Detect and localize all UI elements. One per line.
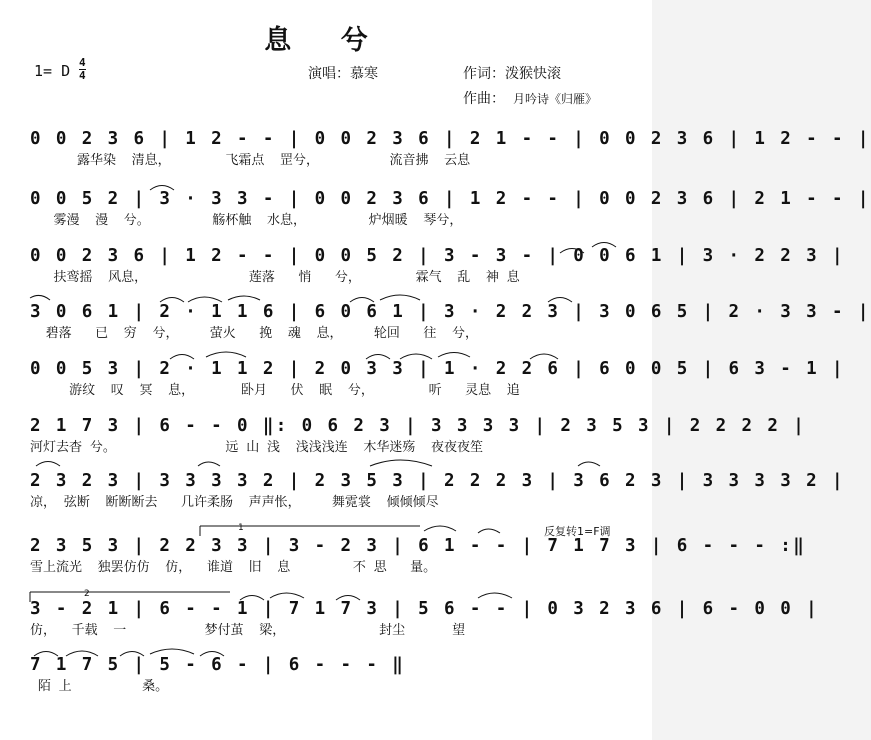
notation-line: 2 3 5 3 | 2 2 3 3 | 3 - 2 3 | 6 1 - - | 7 1 7 3 | 6 - - - :‖ (30, 536, 807, 556)
slur (370, 460, 432, 466)
lyric-line: 碧落 已 穷 兮， 萤火 挽 魂 息， 轮回 往 兮， (30, 326, 478, 341)
notation-line: 0 0 5 2 | 3 · 3 3 - | 0 0 2 3 6 | 1 2 - - | 0 0 2 3 6 | 2 1 - - | (30, 189, 871, 209)
notation-line: 0 0 2 3 6 | 1 2 - - | 0 0 5 2 | 3 - 3 - | 0 0 6 1 | 3 · 2 2 3 | (30, 246, 845, 266)
slur (438, 353, 470, 358)
lyric-line: 雪上流光 独罢仿仿 仿， 谁道 旧 息 不 思 量。 (30, 560, 437, 575)
key-signature: 1= D (34, 62, 71, 80)
slur (478, 529, 500, 533)
notation-line: 3 - 2 1 | 6 - - 1 | 7 1 7 3 | 5 6 - - | 0 3 2 3 6 | 6 - 0 0 | (30, 599, 820, 619)
time-signature-top: 4 (79, 56, 86, 69)
slur (424, 526, 456, 531)
notation-line: 2 1 7 3 | 6 - - 0 ‖: 0 6 2 3 | 3 3 3 3 | 2 3 5 3 | 2 2 2 2 | (30, 416, 807, 436)
lyric-line: 雾漫 漫 兮。 觞杯触 水息， 炉烟暖 琴兮， (30, 213, 463, 228)
slur (30, 295, 50, 300)
composer-label: 作曲： (463, 91, 505, 107)
slur (380, 295, 420, 300)
slur (206, 352, 246, 357)
repeat-key-change-note: 反复转1=F调 (544, 525, 611, 538)
lyric-line: 凉， 弦断 断断断去 几许柔肠 声声怅， 舞霓裳 倾倾倾尽 (30, 495, 439, 510)
lyric-line: 扶鸾摇 风息， 莲落 悄 兮， 霖气 乱 神 息 (30, 270, 520, 285)
lyricist-credit: 作词：泼猴快滚 (463, 66, 561, 82)
time-signature (79, 57, 86, 82)
notation-line: 7 1 7 5 | 5 - 6 - | 6 - - - ‖ (30, 655, 406, 675)
lyric-line: 仿， 千载 一 梦付茧 梁， 封尘 望 (30, 623, 466, 638)
notation-line: 3 0 6 1 | 2 · 1 1 6 | 6 0 6 1 | 3 · 2 2 3 | 3 0 6 5 | 2 · 3 3 - | (30, 302, 871, 322)
composer-credit: 月吟诗《归雁》 (513, 92, 598, 106)
notation-line: 0 0 2 3 6 | 1 2 - - | 0 0 2 3 6 | 2 1 - - | 0 0 2 3 6 | 1 2 - - | (30, 129, 871, 149)
notation-line: 2 3 2 3 | 3 3 3 3 2 | 2 3 5 3 | 2 2 2 3 | 3 6 2 3 | 3 3 3 3 2 | (30, 471, 845, 491)
volta-2-label: 2 (84, 589, 90, 599)
slur (228, 296, 260, 300)
time-signature-bottom: 4 (79, 69, 86, 82)
lyric-line: 露华染 清息， 飞霜点 罡兮， 流音拂 云息 (30, 153, 471, 168)
singer-credit: 演唱：慕寒 (308, 66, 378, 82)
song-title: 息 兮 (264, 25, 388, 56)
lyric-line: 陌 上 桑。 (30, 679, 169, 694)
volta-1-label: 1 (238, 523, 244, 533)
slur (198, 462, 220, 466)
lyric-line: 游纹 叹 冥 息， 卧月 伏 眠 兮， 听 灵息 追 (30, 383, 520, 398)
lyric-line: 河灯去杳 兮。 远 山 浅 浅浅浅连 木华迷殇 夜夜夜笙 (30, 440, 484, 455)
slur (36, 462, 60, 467)
notation-line: 0 0 5 3 | 2 · 1 1 2 | 2 0 3 3 | 1 · 2 2 6 | 6 0 0 5 | 6 3 - 1 | (30, 359, 845, 379)
slur (578, 462, 600, 466)
